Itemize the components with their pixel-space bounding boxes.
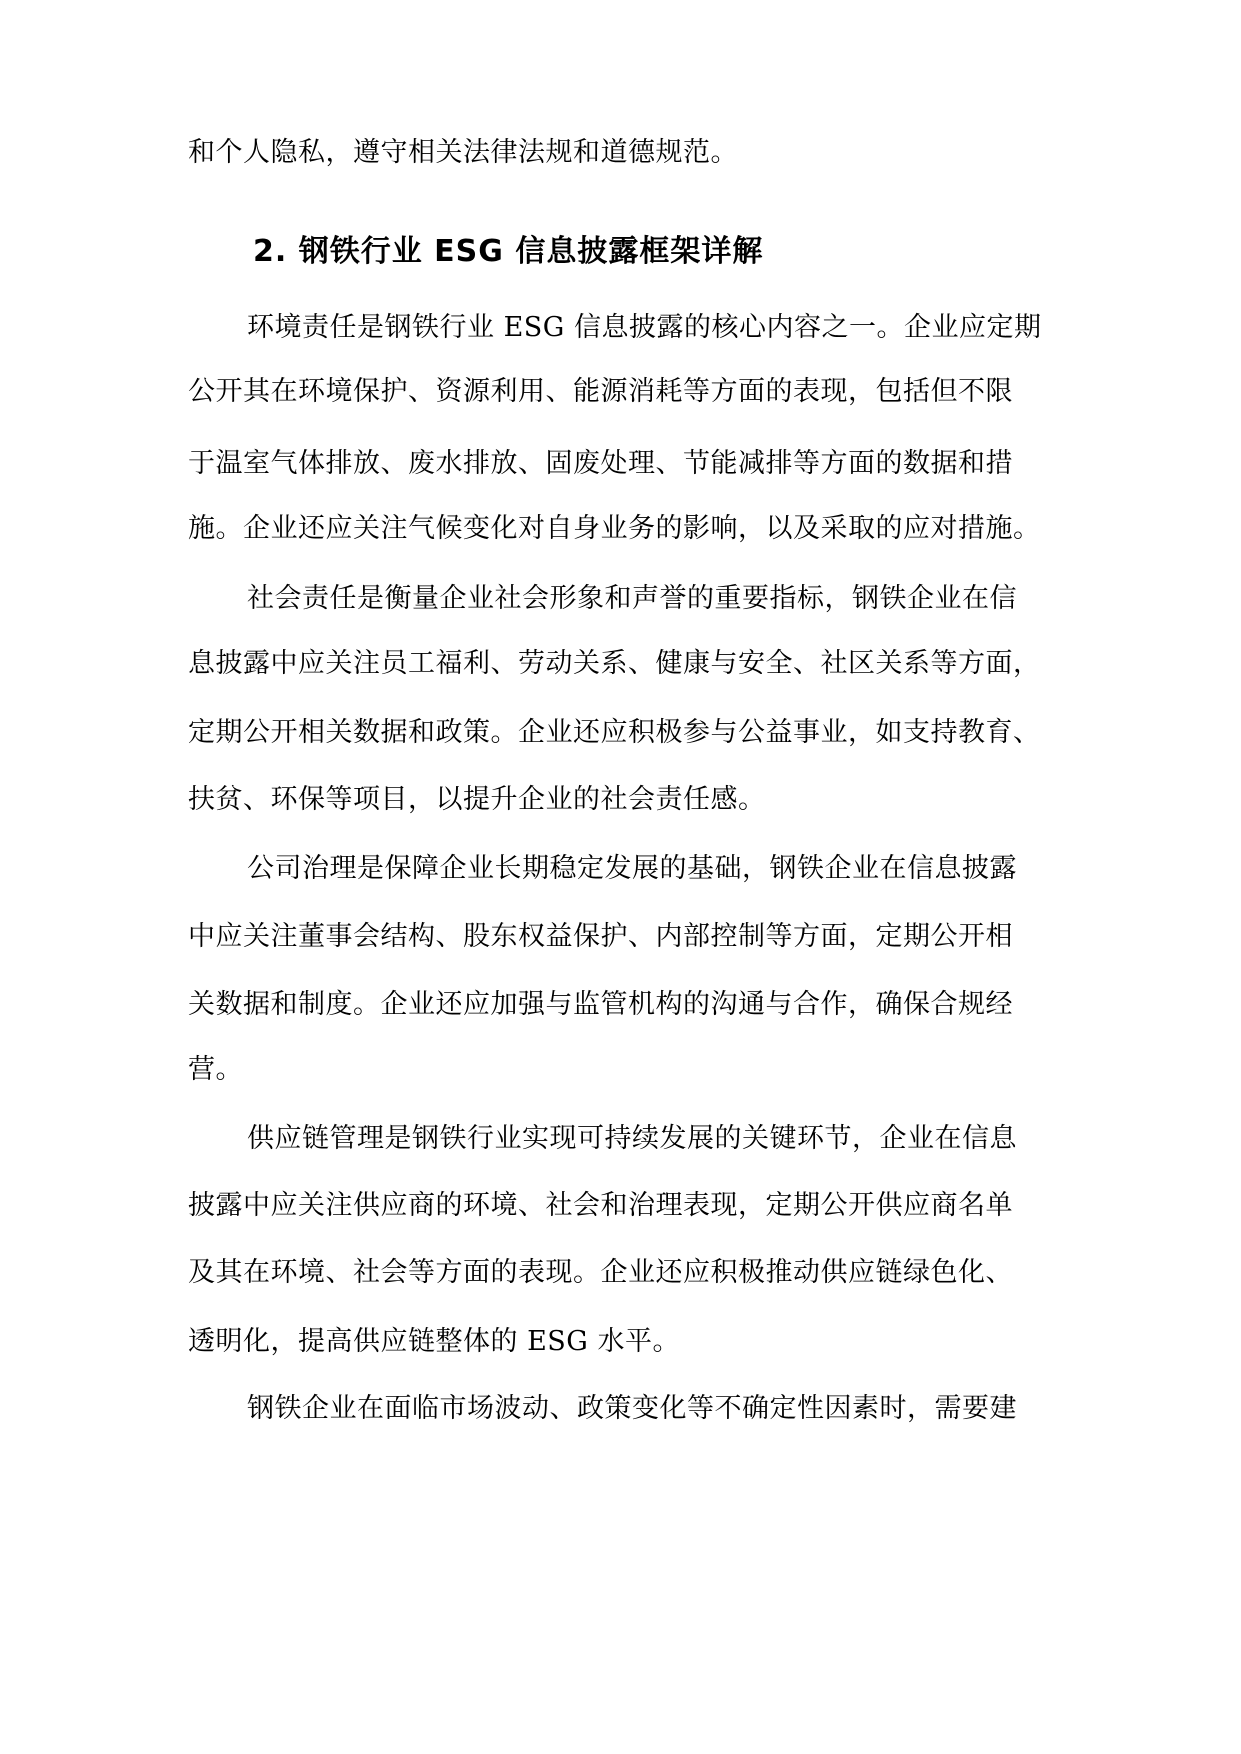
paragraph-3-line-4: 营。	[188, 1054, 243, 1085]
paragraph-4-line-1: 供应链管理是钢铁行业实现可持续发展的关键环节，企业在信息	[247, 1123, 1017, 1154]
paragraph-2-line-3: 定期公开相关数据和政策。企业还应积极参与公益事业，如支持教育、	[188, 717, 1041, 748]
paragraph-1-line-2: 公开其在环境保护、资源利用、能源消耗等方面的表现，包括但不限	[188, 376, 1013, 407]
paragraph-2-line-4: 扶贫、环保等项目，以提升企业的社会责任感。	[188, 784, 766, 815]
paragraph-5-line-1: 钢铁企业在面临市场波动、政策变化等不确定性因素时，需要建	[247, 1393, 1017, 1424]
paragraph-2-line-1: 社会责任是衡量企业社会形象和声誉的重要指标，钢铁企业在信	[247, 583, 1017, 614]
section-heading: 2. 钢铁行业 ESG 信息披露框架详解	[253, 234, 764, 269]
paragraph-4-line-4: 透明化，提高供应链整体的 ESG 水平。	[188, 1326, 680, 1357]
paragraph-3-line-1: 公司治理是保障企业长期稳定发展的基础，钢铁企业在信息披露	[247, 853, 1017, 884]
paragraph-4-line-2: 披露中应关注供应商的环境、社会和治理表现，定期公开供应商名单	[188, 1190, 1013, 1221]
paragraph-1-line-4: 施。企业还应关注气候变化对自身业务的影响，以及采取的应对措施。	[188, 513, 1041, 544]
paragraph-1-line-3: 于温室气体排放、废水排放、固废处理、节能减排等方面的数据和措	[188, 448, 1013, 479]
paragraph-2-line-2: 息披露中应关注员工福利、劳动关系、健康与安全、社区关系等方面，	[188, 648, 1041, 679]
paragraph-3-line-2: 中应关注董事会结构、股东权益保护、内部控制等方面，定期公开相	[188, 921, 1013, 952]
intro-line: 和个人隐私，遵守相关法律法规和道德规范。	[188, 137, 738, 168]
paragraph-1-line-1: 环境责任是钢铁行业 ESG 信息披露的核心内容之一。企业应定期	[247, 312, 1042, 343]
paragraph-3-line-3: 关数据和制度。企业还应加强与监管机构的沟通与合作，确保合规经	[188, 989, 1013, 1020]
paragraph-4-line-3: 及其在环境、社会等方面的表现。企业还应积极推动供应链绿色化、	[188, 1257, 1013, 1288]
